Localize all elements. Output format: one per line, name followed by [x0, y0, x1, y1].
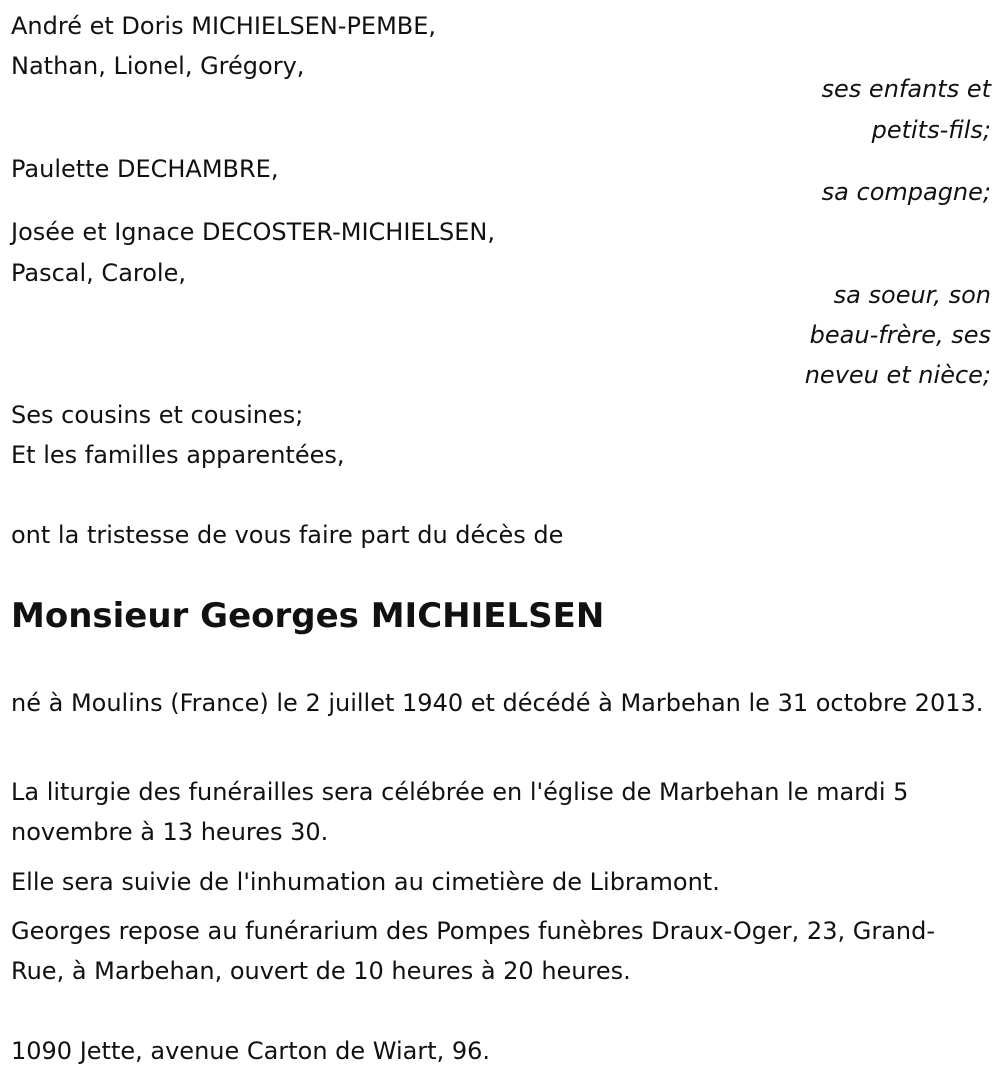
- family-line-josee-ignace: Josée et Ignace DECOSTER-MICHIELSEN,: [11, 218, 495, 246]
- relation-sister-1: sa soeur, son: [833, 281, 991, 309]
- deceased-name: Monsieur Georges MICHIELSEN: [11, 596, 605, 636]
- family-line-andre-doris: André et Doris MICHIELSEN-PEMBE,: [11, 12, 437, 40]
- address-text: 1090 Jette, avenue Carton de Wiart, 96.: [11, 1037, 491, 1065]
- liturgy-text: La liturgie des funérailles sera célébrée en l'église de Marbehan le mardi 5 novembre à 13 heures 30.: [11, 778, 909, 846]
- relation-sister-2: beau-frère, ses: [809, 321, 991, 349]
- family-line-paulette: Paulette DECHAMBRE,: [11, 155, 279, 183]
- relation-companion: sa compagne;: [821, 178, 991, 206]
- funerarium-text: Georges repose au funérarium des Pompes funèbres Draux-Oger, 23, Grand-Rue, à Marbehan, ouvert de 10 heures à 20 heures.: [11, 917, 935, 985]
- obituary-notice: [11, 0, 991, 1086]
- family-line-pascal-carole: Pascal, Carole,: [11, 259, 186, 287]
- family-line-grandchildren: Nathan, Lionel, Grégory,: [11, 52, 305, 80]
- birth-death-text: né à Moulins (France) le 2 juillet 1940 et décédé à Marbehan le 31 octobre 2013.: [11, 689, 984, 717]
- relation-sister-3: neveu et nièce;: [804, 361, 991, 389]
- family-line-relatives: Et les familles apparentées,: [11, 441, 345, 469]
- burial-text: Elle sera suivie de l'inhumation au cimetière de Libramont.: [11, 868, 720, 896]
- family-line-cousins: Ses cousins et cousines;: [11, 401, 304, 429]
- announcement-text: ont la tristesse de vous faire part du décès de: [11, 521, 564, 549]
- relation-children-1: ses enfants et: [821, 75, 991, 103]
- relation-children-2: petits-fils;: [871, 116, 991, 144]
